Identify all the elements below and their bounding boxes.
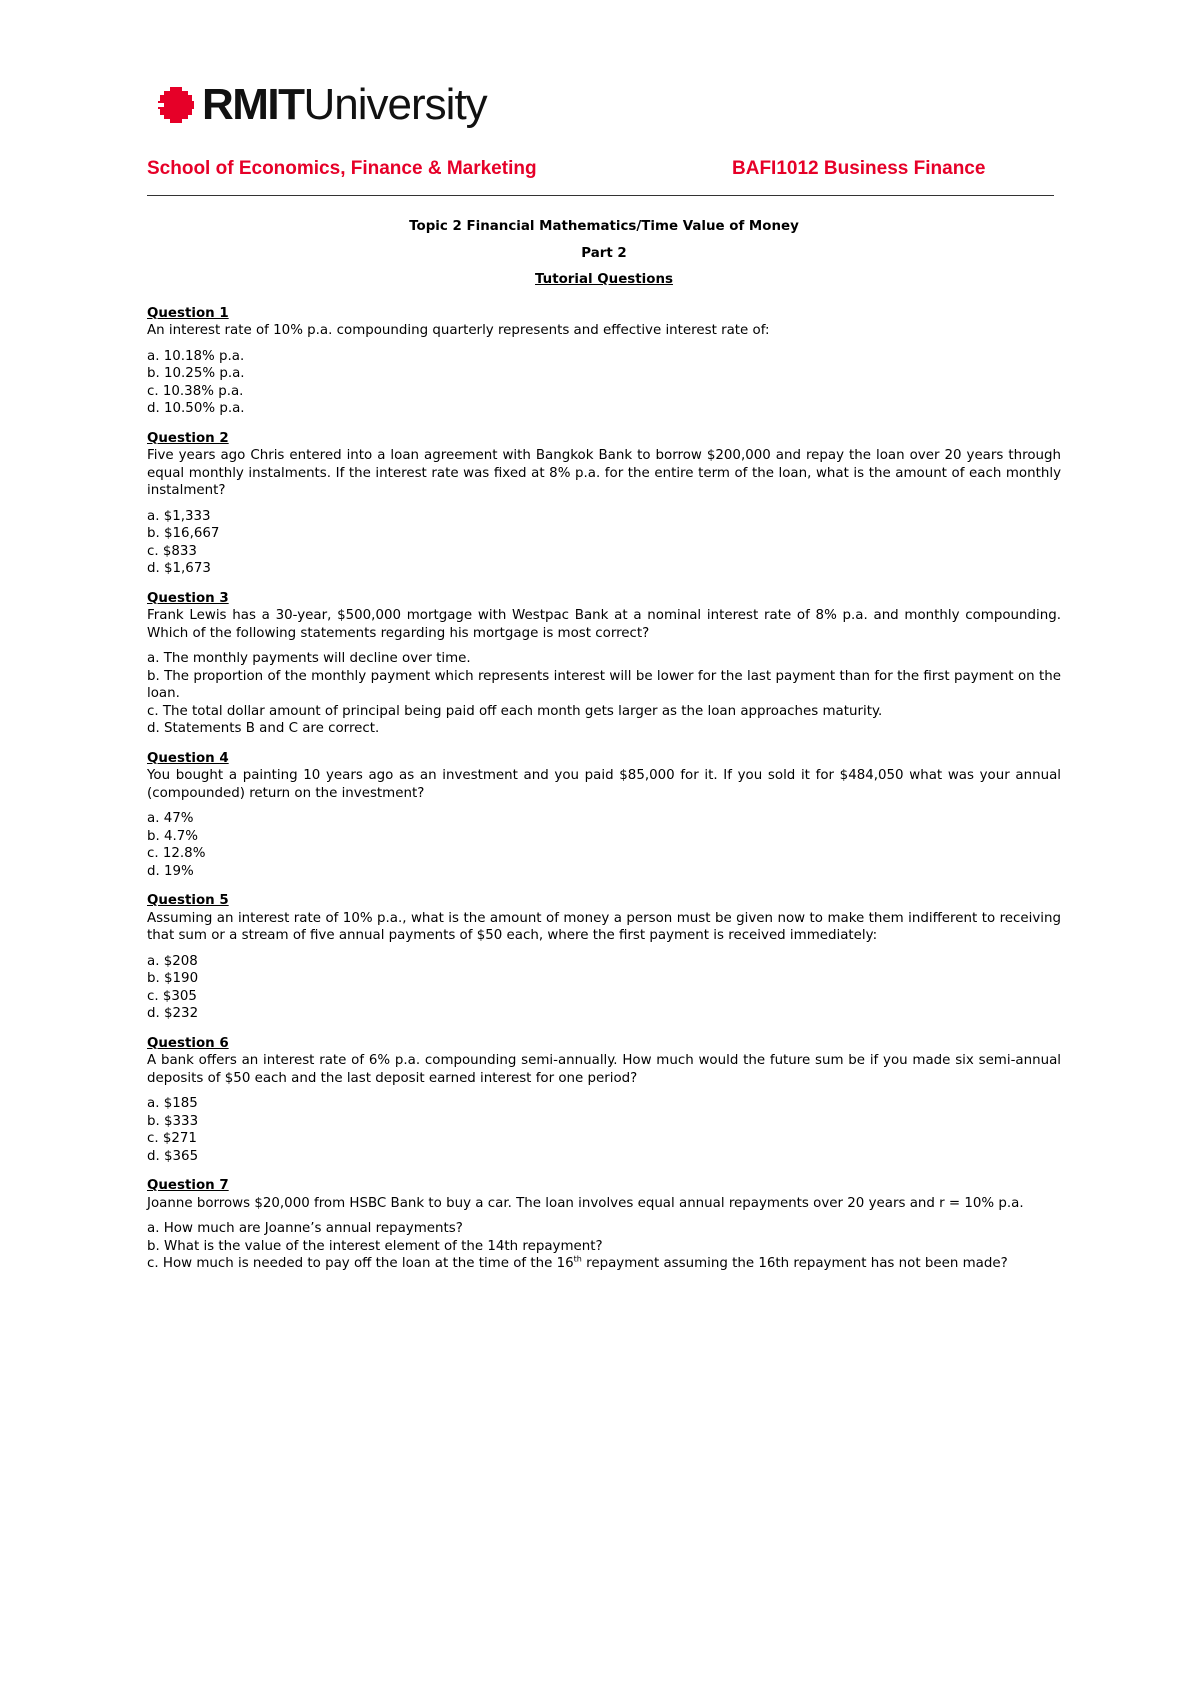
option-list <box>147 1095 1061 1165</box>
topic-title: Topic 2 Financial Mathematics/Time Value of Money <box>409 219 799 234</box>
option-b: b. $333 <box>147 1113 199 1129</box>
option-list <box>147 810 1061 880</box>
rmit-logo <box>158 80 487 130</box>
option-a: a. How much are Joanne’s annual repayments? <box>147 1221 463 1236</box>
option-d: d. $365 <box>147 1148 199 1164</box>
question-block-4 <box>147 750 1061 881</box>
part-title: Part 2 <box>581 245 627 261</box>
option-d: d. Statements B and C are correct. <box>147 721 380 736</box>
option-list <box>147 1220 1061 1273</box>
option-list <box>147 348 1061 418</box>
option-d: d. 10.50% p.a. <box>147 401 245 416</box>
school-name: School of Economics, Finance & Marketing <box>147 158 537 179</box>
question-text: An interest rate of 10% p.a. compounding quarterly represents and effective interest rate of: <box>147 323 770 338</box>
option-a: a. $1,333 <box>147 508 211 524</box>
logo-brand-bold: RMIT <box>202 80 304 129</box>
logo-brand-regular: University <box>303 80 487 129</box>
option-c: c. The total dollar amount of principal being paid off each month gets larger as the loan approaches maturity. <box>147 703 883 719</box>
option-b: b. 4.7% <box>147 828 199 844</box>
option-d: d. 19% <box>147 863 194 879</box>
option-b: b. The proportion of the monthly payment which represents interest will be lower for the last payment than for the first payment on the loan. <box>147 668 1061 701</box>
option-a: a. 47% <box>147 811 194 826</box>
question-heading: Question 1 <box>147 305 229 321</box>
option-a: a. 10.18% p.a. <box>147 348 245 364</box>
question-block-7 <box>147 1177 1061 1273</box>
question-text: Assuming an interest rate of 10% p.a., what is the amount of money a person must be given now to make them indifferent to receiving that sum or a stream of five annual payments of $50 each, where the first payment is received immediately: <box>147 910 1061 943</box>
option-b: b. What is the value of the interest element of the 14th repayment? <box>147 1238 603 1254</box>
option-d: d. $1,673 <box>147 561 211 576</box>
option-b: b. $190 <box>147 971 199 986</box>
option-c-text-end: repayment assuming the 16th repayment has not been made? <box>581 1256 1008 1271</box>
option-b: b. $16,667 <box>147 526 220 541</box>
question-heading: Question 7 <box>147 1178 229 1193</box>
section-title: Tutorial Questions <box>535 272 673 287</box>
option-c: c. 12.8% <box>147 846 206 861</box>
question-text: Joanne borrows $20,000 from HSBC Bank to buy a car. The loan involves equal annual repayments over 20 years and r = 10% p.a. <box>147 1195 1024 1211</box>
option-c: c. $305 <box>147 988 197 1004</box>
logo-wordmark <box>202 80 487 129</box>
question-block-3 <box>147 590 1061 738</box>
rmit-pixel-logo-icon <box>158 87 194 123</box>
question-heading: Question 3 <box>147 590 229 606</box>
option-a: a. $185 <box>147 1096 198 1111</box>
question-block-6 <box>147 1035 1061 1166</box>
question-text: Five years ago Chris entered into a loan agreement with Bangkok Bank to borrow $200,000 and repay the loan over 20 years through equal monthly instalments. If the interest rate was fixed at 8% p.a. for the entire term of the loan, what is the amount of each monthly instalment? <box>147 448 1061 498</box>
option-d: d. $232 <box>147 1006 199 1021</box>
question-heading: Question 2 <box>147 430 229 446</box>
option-list <box>147 650 1061 738</box>
option-c: c. $833 <box>147 543 197 559</box>
document-body <box>147 218 1061 1285</box>
question-text: Frank Lewis has a 30-year, $500,000 mortgage with Westpac Bank at a nominal interest rate of 8% p.a. and monthly compounding. Which of the following statements regarding his mortgage is most correct? <box>147 608 1061 641</box>
ordinal-superscript: th <box>573 1254 582 1264</box>
header-divider <box>147 195 1054 196</box>
option-c-text-start: c. How much is needed to pay off the loan at the time of the 16 <box>147 1256 574 1271</box>
option-a: a. The monthly payments will decline over time. <box>147 651 471 666</box>
question-heading: Question 5 <box>147 893 229 908</box>
course-name: BAFI1012 Business Finance <box>732 158 986 179</box>
option-c: c. 10.38% p.a. <box>147 383 244 399</box>
question-heading: Question 6 <box>147 1035 229 1051</box>
question-block-2 <box>147 430 1061 578</box>
question-block-5 <box>147 892 1061 1023</box>
question-heading: Question 4 <box>147 750 229 766</box>
option-list <box>147 953 1061 1023</box>
question-text: A bank offers an interest rate of 6% p.a. compounding semi-annually. How much would the future sum be if you made six semi-annual deposits of $50 each and the last deposit earned interest for one period? <box>147 1053 1061 1086</box>
option-list <box>147 508 1061 578</box>
question-block-1 <box>147 305 1061 418</box>
option-c <box>147 1255 1061 1273</box>
option-c: c. $271 <box>147 1131 197 1146</box>
question-text: You bought a painting 10 years ago as an investment and you paid $85,000 for it. If you sold it for $484,050 what was your annual (compounded) return on the investment? <box>147 768 1061 801</box>
option-b: b. 10.25% p.a. <box>147 366 245 381</box>
option-a: a. $208 <box>147 953 198 969</box>
